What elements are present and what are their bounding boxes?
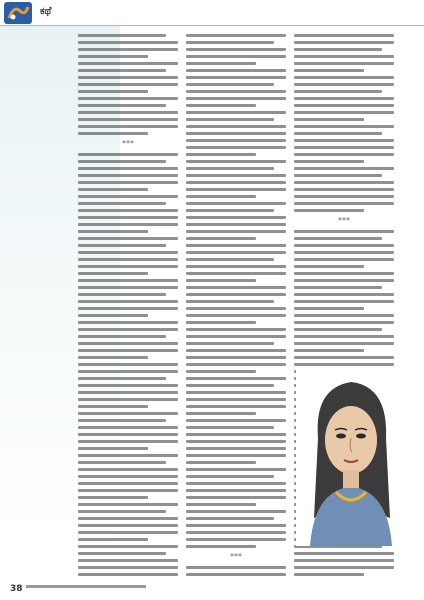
page-footer xyxy=(0,580,424,600)
section-title: ಕಥೆ xyxy=(40,6,52,17)
separator: *** xyxy=(122,139,134,148)
separator: *** xyxy=(338,216,350,225)
separator: *** xyxy=(230,552,242,561)
page-header xyxy=(0,0,424,26)
page-number: 38 xyxy=(10,584,23,594)
issue-info xyxy=(26,585,146,588)
magazine-logo-icon xyxy=(4,2,32,24)
woman-portrait-illustration xyxy=(296,368,406,546)
text-column-2 xyxy=(186,34,286,580)
text-column-1 xyxy=(78,34,178,580)
